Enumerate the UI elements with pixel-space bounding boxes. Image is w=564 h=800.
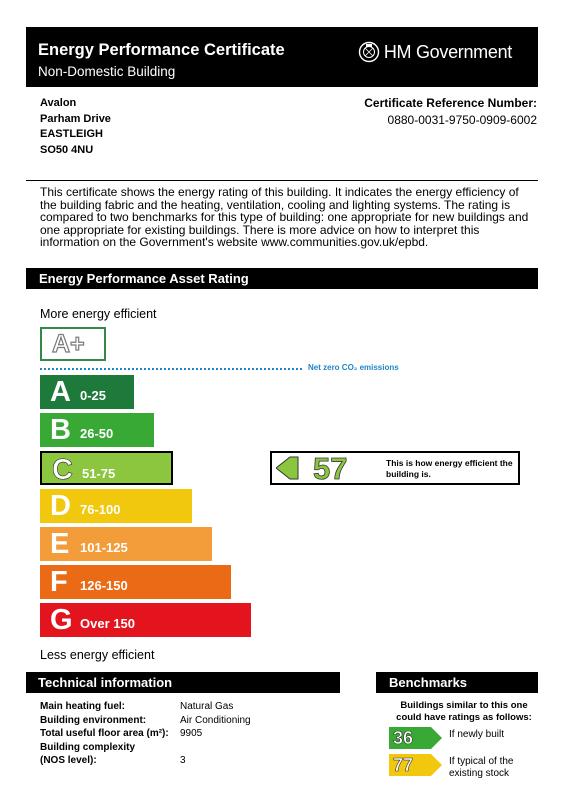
- band-range: 0-25: [80, 388, 107, 403]
- certificate-reference-label: Certificate Reference Number:: [364, 96, 537, 110]
- less-efficient-label: Less energy efficient: [40, 648, 155, 662]
- address-line: Parham Drive: [40, 112, 111, 125]
- tech-key: Building environment:: [40, 714, 147, 726]
- tech-value: 9905: [180, 728, 203, 740]
- address-line: Avalon: [40, 97, 77, 109]
- band-e: [40, 527, 212, 561]
- band-d: [40, 489, 192, 523]
- rating-pointer-icon: [276, 456, 300, 480]
- certificate-reference-number: 0880-0031-9750-0909-6002: [387, 113, 537, 127]
- technical-info-heading: Technical information: [26, 672, 340, 693]
- benchmark-existing-stock: [389, 754, 539, 778]
- more-efficient-label: More energy efficient: [40, 307, 157, 321]
- band-range: 126-150: [80, 578, 128, 593]
- divider: [26, 180, 538, 181]
- band-letter: C: [52, 454, 73, 486]
- band-range: 76-100: [80, 502, 121, 517]
- table-row: [40, 700, 251, 714]
- tech-value: Natural Gas: [180, 701, 234, 712]
- hm-government-logo: [358, 41, 512, 63]
- band-letter: E: [50, 528, 70, 560]
- benchmark-new-build: [389, 727, 539, 751]
- hm-government-label: HM Government: [383, 41, 512, 62]
- band-a: [40, 375, 134, 409]
- band-range: 51-75: [82, 466, 116, 481]
- band-f: [40, 565, 231, 599]
- net-zero-line: [40, 368, 302, 370]
- band-letter: F: [50, 566, 68, 598]
- band-g: [40, 603, 251, 637]
- certificate-subtitle: Non-Domestic Building: [38, 64, 176, 79]
- band-letter: G: [50, 604, 73, 636]
- tech-key: (NOS level):: [40, 755, 97, 767]
- band-range: 26-50: [80, 426, 114, 441]
- table-row: [40, 741, 251, 755]
- asset-rating-heading: Energy Performance Asset Rating: [26, 268, 538, 289]
- technical-info-table: [40, 700, 251, 768]
- band-range: Over 150: [80, 616, 135, 631]
- tech-key: Building complexity: [40, 741, 136, 753]
- current-rating-indicator: [270, 451, 520, 485]
- current-rating-value: 57: [313, 451, 348, 486]
- net-zero-label: Net zero CO₂ emissions: [308, 363, 399, 372]
- benchmark-existing-value: 77: [393, 755, 414, 775]
- tech-value: Air Conditioning: [180, 714, 251, 726]
- certificate-reference: [364, 96, 537, 129]
- band-letter: B: [50, 414, 71, 446]
- band-a-plus: [40, 327, 106, 361]
- current-rating-text: This is how energy efficient the building is.: [386, 458, 513, 479]
- benchmark-existing-label: If typical of the existing stock: [449, 756, 514, 779]
- tech-key: Main heating fuel:: [40, 701, 125, 712]
- tech-key: Total useful floor area (m²):: [40, 728, 169, 740]
- band-c: [40, 451, 173, 485]
- benchmarks-intro: Buildings similar to this one could have ratings as follows:: [396, 700, 532, 723]
- band-range: 101-125: [80, 540, 128, 555]
- address-line: EASTLEIGH: [40, 128, 103, 140]
- band-a-plus-label: A+: [52, 330, 85, 358]
- table-row: [40, 714, 251, 728]
- band-letter: A: [50, 376, 71, 408]
- band-letter: D: [50, 490, 71, 522]
- address-line: SO50 4NU: [40, 143, 94, 156]
- band-b: [40, 413, 154, 447]
- benchmarks-heading: Benchmarks: [376, 672, 538, 693]
- table-row: [40, 754, 251, 768]
- benchmark-new-label: If newly built: [449, 729, 505, 740]
- table-row: [40, 727, 251, 741]
- tech-value: 3: [180, 755, 186, 767]
- certificate-header: [26, 27, 538, 87]
- royal-crest-icon: [358, 41, 380, 63]
- certificate-intro-text: This certificate shows the energy rating of this building. It indicates the energy efficiency of the building fabric and the heating, ventilation, cooling and lighting systems. The rating is compared to two benchmarks for this type of building: one appropriate for new buildings and one appropriate for existing buildings. There is more advice on how to interpret this information on the Government's website www.communities.gov.uk/epbd.: [40, 185, 529, 250]
- building-address: [40, 96, 111, 158]
- benchmark-new-value: 36: [393, 728, 414, 748]
- certificate-title: Energy Performance Certificate: [38, 41, 285, 59]
